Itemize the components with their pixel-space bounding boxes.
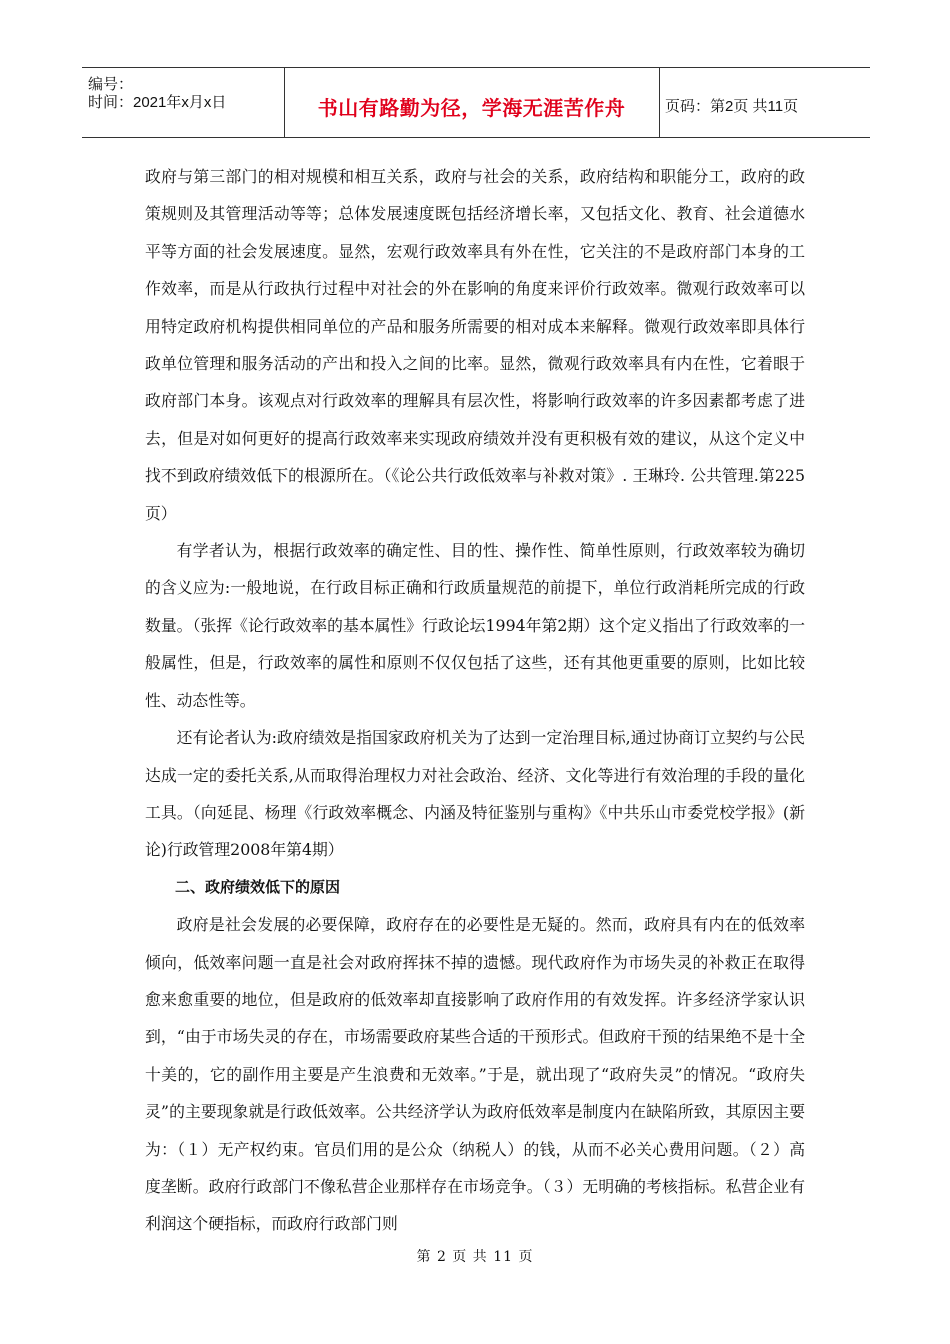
header-page-cell xyxy=(659,68,870,137)
header-meta-cell xyxy=(82,68,285,137)
date-label: 时间：2021年x月x日 xyxy=(88,94,227,111)
paragraph: 有学者认为，根据行政效率的确定性、目的性、操作性、简单性原则，行政效率较为确切的含义应为:一般地说，在行政目标正确和行政质量规范的前提下，单位行政消耗所完成的行政数量。（张挥《论行政效率的基本属性》行政论坛1994年第2期）这个定义指出了行政效率的一般属性，但是，行政效率的属性和原则不仅仅包括了这些，还有其他更重要的原则，比如比较性、动态性等。 xyxy=(145,541,805,710)
header-table xyxy=(82,67,870,138)
page-info: 页码：第2页 共11页 xyxy=(665,98,799,115)
header-motto-cell xyxy=(284,68,660,137)
paragraph: 还有论者认为:政府绩效是指国家政府机关为了达到一定治理目标,通过协商订立契约与公民达成一定的委托关系,从而取得治理权力对社会政治、经济、文化等进行有效治理的手段的量化工具。（向延昆、杨理《行政效率概念、内涵及特征鉴别与重构》《中共乐山市委党校学报》(新论)行政管理2008年第4期） xyxy=(145,728,805,860)
paragraph: 政府是社会发展的必要保障，政府存在的必要性是无疑的。然而，政府具有内在的低效率倾向，低效率问题一直是社会对政府挥抹不掉的遗憾。现代政府作为市场失灵的补救正在取得愈来愈重要的地位，但是政府的低效率却直接影响了政府作用的有效发挥。许多经济学家认识到，“由于市场失灵的存在，市场需要政府某些合适的干预形式。但政府干预的结果绝不是十全十美的，它的副作用主要是产生浪费和无效率。”于是，就出现了“政府失灵”的情况。“政府失灵”的主要现象就是行政低效率。公共经济学认为政府低效率是制度内在缺陷所致，其原因主要为：（１）无产权约束。官员们用的是公众（纳税人）的钱，从而不必关心费用问题。（２）高度垄断。政府行政部门不像私营企业那样存在市场竞争。（３）无明确的考核指标。私营企业有利润这个硬指标，而政府行政部门则 xyxy=(145,915,805,1234)
motto-text: 书山有路勤为径，学海无涯苦作舟 xyxy=(317,96,626,120)
doc-number-label: 编号： xyxy=(88,76,134,93)
paragraph-continued: 政府与第三部门的相对规模和相互关系，政府与社会的关系，政府结构和职能分工，政府的政策规则及其管理活动等等；总体发展速度既包括经济增长率，又包括文化、教育、社会道德水平等方面的社会发展速度。显然，宏观行政效率具有外在性，它关注的不是政府部门本身的工作效率，而是从行政执行过程中对社会的外在影响的角度来评价行政效率。微观行政效率可以用特定政府机构提供相同单位的产品和服务所需要的相对成本来解释。微观行政效率即具体行政单位管理和服务活动的产出和投入之间的比率。显然，微观行政效率具有内在性，它着眼于政府部门本身。该观点对行政效率的理解具有层次性，将影响行政效率的许多因素都考虑了进去，但是对如何更好的提高行政效率来实现政府绩效并没有更积极有效的建议，从这个定义中找不到政府绩效低下的根源所在。（《论公共行政低效率与补救对策》. 王琳玲. 公共管理.第225页） xyxy=(145,167,805,523)
section-heading: 二、政府绩效低下的原因 xyxy=(175,877,341,896)
page-footer: 第 2 页 共 11 页 xyxy=(416,1249,534,1265)
body-text xyxy=(145,158,805,1243)
